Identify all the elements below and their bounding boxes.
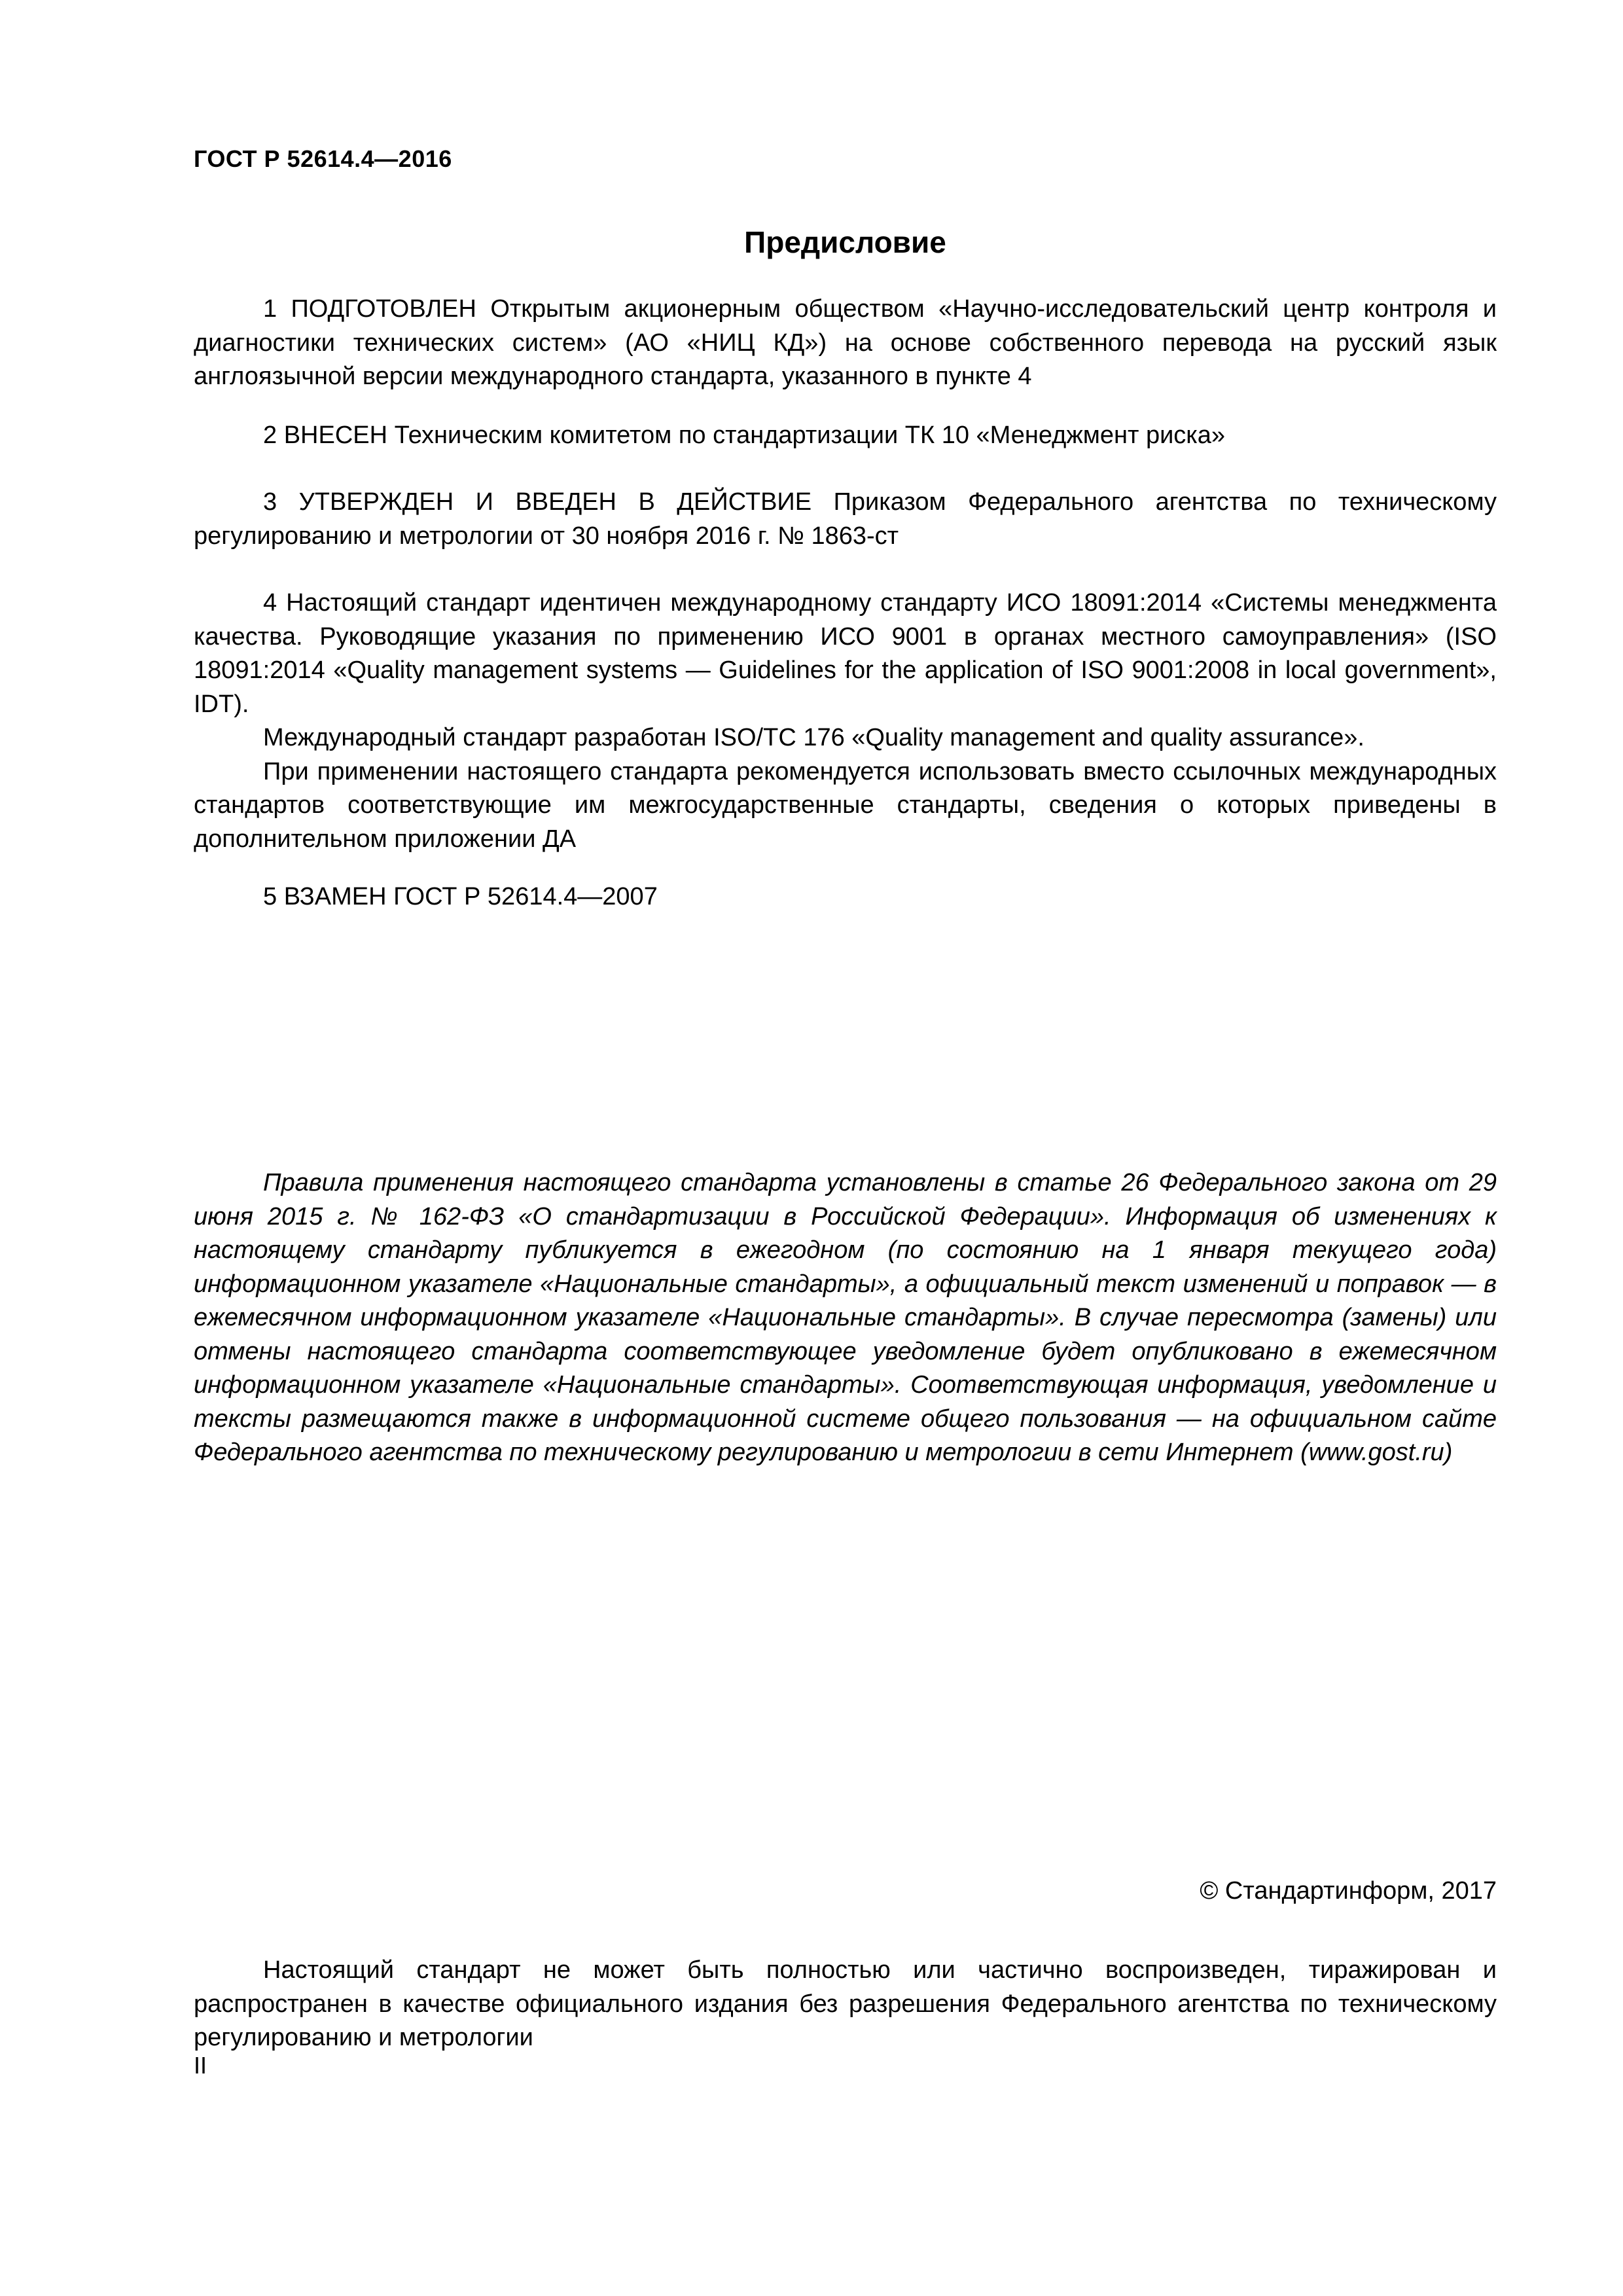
paragraph-introduced-by: 2 ВНЕСЕН Техническим комитетом по стандартизации ТК 10 «Менеджмент риска» bbox=[263, 422, 1226, 449]
document-id-header: ГОСТ Р 52614.4—2016 bbox=[194, 145, 452, 172]
paragraph-prepared-by: 1 ПОДГОТОВЛЕН Открытым акционерным обществом «Научно-исследовательский центр контроля и диагностики технических систем» (АО «НИЦ КД») на основе собственного перевода на русский язык англоязычной версии международного стандарта, указанного в пункте 4 bbox=[194, 295, 1497, 390]
paragraph-approved: 3 УТВЕРЖДЕН И ВВЕДЕН В ДЕЙСТВИЕ Приказом Федерального агентства по техническому регулированию и метрологии от 30 ноября 2016 г. № 1863-ст bbox=[194, 488, 1497, 550]
foreword-item-5 bbox=[194, 880, 1497, 914]
paragraph-replaces: 5 ВЗАМЕН ГОСТ Р 52614.4—2007 bbox=[263, 883, 658, 910]
foreword-item-4 bbox=[194, 586, 1497, 856]
reproduction-notice: Настоящий стандарт не может быть полностью или частично воспроизведен, тиражирован и распространен в качестве официального издания без разрешения Федерального агентства по техническому регулированию и метрологии bbox=[194, 1956, 1497, 2051]
foreword-item-3 bbox=[194, 486, 1497, 553]
page-title: Предисловие bbox=[744, 225, 946, 259]
foreword-item-2 bbox=[194, 419, 1497, 453]
paragraph-reference-standards: При применении настоящего стандарта рекомендуется использовать вместо ссылочных международных стандартов соответствующие им межгосударственные стандарты, сведения о которых приведены в дополнительном приложении ДА bbox=[194, 757, 1497, 853]
paragraph-identical-standard: 4 Настоящий стандарт идентичен международному стандарту ИСО 18091:2014 «Системы менеджмента качества. Руководящие указания по применению ИСО 9001 в органах местного самоуправления» (ISO 18091:2014 «Quality management systems — Guidelines for the application of ISO 9001:2008 in local government», IDT). bbox=[194, 589, 1497, 718]
paragraph-developed-by: Международный стандарт разработан ISO/TC 176 «Quality management and quality assurance». bbox=[263, 724, 1364, 751]
rules-of-application-text: Правила применения настоящего стандарта установлены в статье 26 Федерального закона от 29 июня 2015 г. № 162-ФЗ «О стандартизации в Российской Федерации». Информация об изменениях к настоящему стандарту публикуется в ежегодном (по состоянию на 1 января текущего года) информационном указателе «Национальные стандарты», а официальный текст изменений и поправок — в ежемесячном информационном указателе «Национальные стандарты». В случае пересмотра (замены) или отмены настоящего стандарта соответствующее уведомление будет опубликовано в ежемесячном информационном указателе «Национальные стандарты». Соответствующая информация, уведомление и тексты размещаются также в информационной системе общего пользования — на официальном сайте Федерального агентства по техническому регулированию и метрологии в сети Интернет (www.gost.ru) bbox=[194, 1169, 1497, 1466]
page-number: II bbox=[194, 2052, 207, 2079]
copyright-notice: © Стандартинформ, 2017 bbox=[1200, 1877, 1497, 1905]
foreword-item-1 bbox=[194, 293, 1497, 394]
